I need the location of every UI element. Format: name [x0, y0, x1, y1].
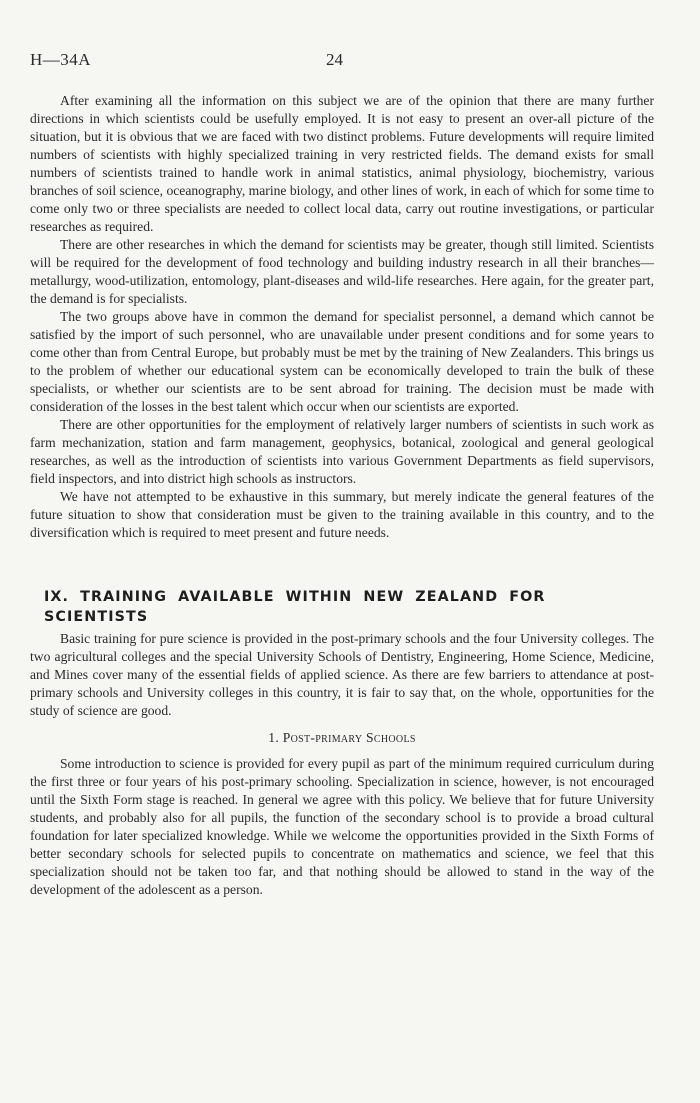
document-code: H—34A [30, 50, 92, 69]
body-paragraph: There are other researches in which the demand for scientists may be greater, though still limited. Scientists will be required for the development of food technology and building industry research in all their branches—metallurgy, wood-utilization, entomology, plant-diseases and wild-life researches. Here again, for the greater part, the demand is for specialists. [30, 237, 654, 306]
page-number: 24 [326, 50, 343, 69]
body-paragraph: After examining all the information on this subject we are of the opinion that there are many further directions in which scientists could be usefully employed. It is not easy to present an over-all picture of the situation, but it is obvious that we are faced with two distinct problems. Future developments will require limited numbers of scientists with highly specialized training in very restricted fields. The demand exists for small numbers of scientists trained to handle work in animal statistics, animal physiology, biochemistry, various branches of soil science, oceanography, marine biology, and other lines of work, in each of which for some time to come only two or three specialists are needed to collect local data, carry out routine investigations, or particular researches as required. [30, 93, 654, 234]
body-paragraph: We have not attempted to be exhaustive in this summary, but merely indicate the general features of the future situation to show that consideration must be given to the training available in this country, and to the diversification which is required to meet present and future needs. [30, 489, 654, 540]
section-heading: IX. TRAINING AVAILABLE WITHIN NEW ZEALAND FOR SCIENTISTS [44, 589, 546, 625]
body-paragraph: The two groups above have in common the demand for specialist personnel, a demand which cannot be satisfied by the import of such personnel, who are unavailable under present conditions and for some years to come other than from Central Europe, but probably must be met by the training of New Zealanders. This brings us to the problem of whether our educational system can be economically developed to train the bulk of these specialists, or whether our scientists are to be sent abroad for training. The decision must be made with consideration of the losses in the best talent which occur when our scientists are exported. [30, 309, 654, 414]
subsection-paragraph: Some introduction to science is provided for every pupil as part of the minimum required curriculum during the first three or four years of his post-primary schooling. Specialization in science, however, is not encouraged until the Sixth Form stage is reached. In general we agree with this policy. We believe that for future University students, and probably also for all pupils, the function of the secondary school is to provide a broad cultural foundation for later specialized knowledge. While we welcome the opportunities provided in the Sixth Forms of better secondary schools for selected pupils to concentrate on mathematics and science, we feel that this specialization should not be taken too far, and that nothing should be allowed to stand in the way of the development of the adolescent as a person. [30, 756, 654, 897]
body-paragraph: There are other opportunities for the employment of relatively larger numbers of scientists in such work as farm mechanization, station and farm management, geophysics, botanical, zoological and general geological researches, as well as the introduction of scientists into various Government Departments as field supervisors, field inspectors, and into district high schools as instructors. [30, 417, 654, 486]
section-intro-paragraph: Basic training for pure science is provided in the post-primary schools and the four University colleges. The two agricultural colleges and the special University Schools of Dentistry, Engineering, Home Science, Medicine, and Mines cover many of the essential fields of applied science. As there are few barriers to attendance at post-primary schools and University colleges in this country, it is fair to say that, on the whole, opportunities for the study of science are good. [30, 631, 654, 718]
document-body [30, 92, 654, 899]
subsection-heading: 1. Post-primary Schools [268, 730, 416, 745]
